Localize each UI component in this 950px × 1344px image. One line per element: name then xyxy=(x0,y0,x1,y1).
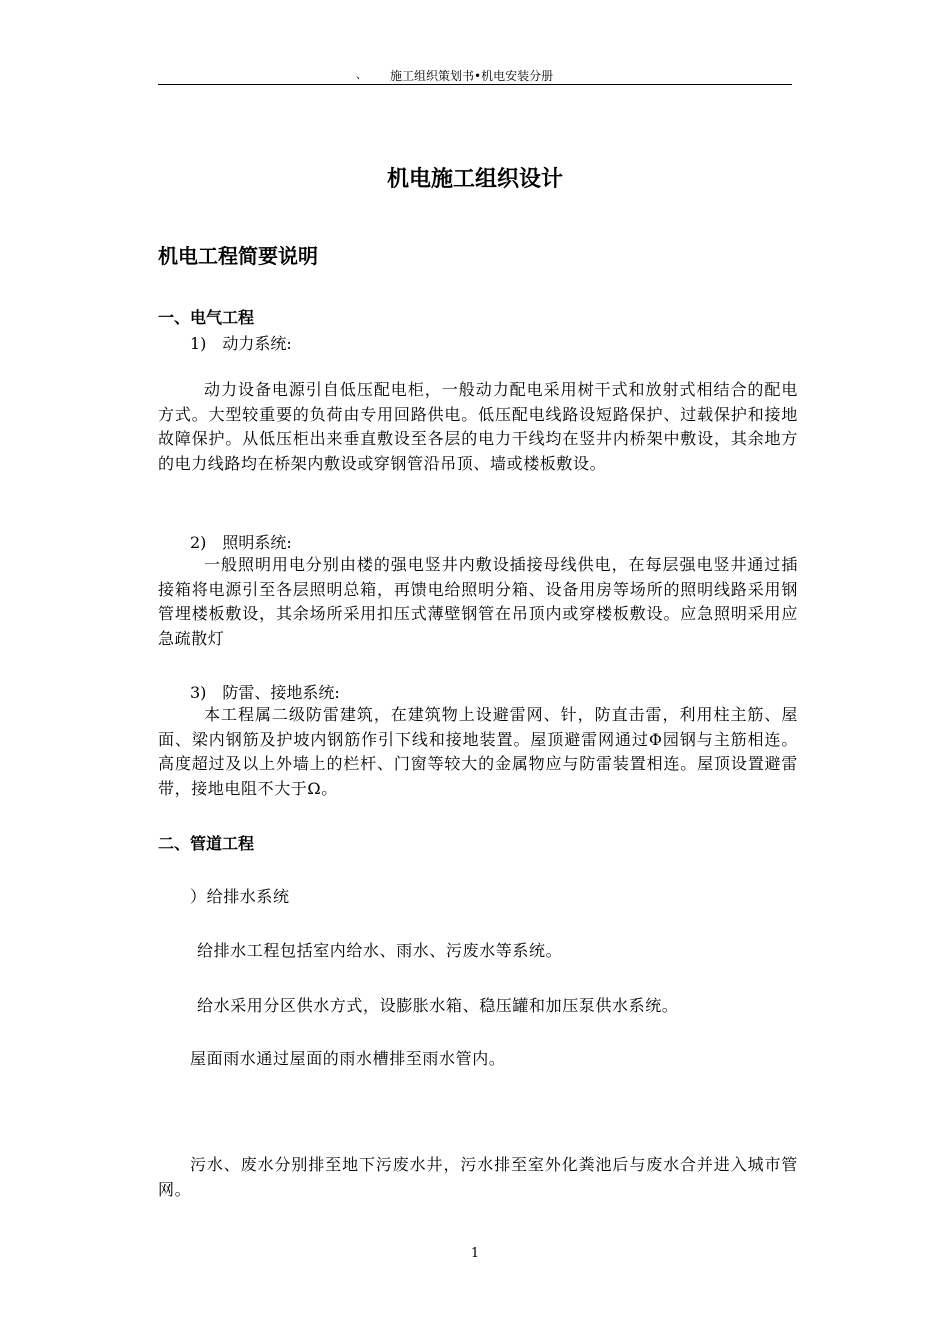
section-title: 机电工程简要说明 xyxy=(158,244,318,268)
header-text: 施工组织策划书•机电安装分册 xyxy=(390,69,554,83)
heading-electrical: 一、电气工程 xyxy=(158,308,255,327)
text-water-systems: 给排水工程包括室内给水、雨水、污废水等系统。 xyxy=(197,941,563,960)
heading-piping: 二、管道工程 xyxy=(158,834,255,853)
text-water-supply: 给水采用分区供水方式，设膨胀水箱、稳压罐和加压泵供水系统。 xyxy=(197,996,679,1015)
label-lighting-system: 2) 照明系统: xyxy=(190,533,292,552)
paragraph-sewage: 污水、废水分别排至地下污废水井，污水排至室外化粪池后与废水合并进入城市管网。 xyxy=(158,1155,798,1199)
paragraph-power-system: 动力设备电源引自低压配电柜，一般动力配电采用树干式和放射式相结合的配电方式。大型较重要的负荷由专用回路供电。低压配电线路设短路保护、过载保护和接地故障保护。从低压柜出来垂直敷设至各层的电力干线均在竖井内桥架中敷设，其余地方的电力线路均在桥架内敷设或穿钢管沿吊顶、墙或楼板敷设。 xyxy=(158,380,798,473)
page-header xyxy=(158,66,792,85)
page-number: 1 xyxy=(470,1246,480,1261)
header-mark: 、 xyxy=(356,68,367,81)
label-water-system: ）给排水系统 xyxy=(190,887,290,906)
paragraph-lighting-system: 一般照明用电分别由楼的强电竖井内敷设插接母线供电，在每层强电竖井通过插接箱将电源引至各层照明总箱，再馈电给照明分箱、设备用房等场所的照明线路采用钢管埋楼板敷设，其余场所采用扣压式薄壁钢管在吊顶内或穿楼板敷设。应急照明采用应急疏散灯 xyxy=(158,555,798,648)
label-lightning-system: 3) 防雷、接地系统: xyxy=(190,683,340,702)
document-title: 机电施工组织设计 xyxy=(386,167,563,192)
label-power-system: 1) 动力系统: xyxy=(190,334,292,353)
paragraph-lightning-system: 本工程属二级防雷建筑，在建筑物上设避雷网、针，防直击雷，利用柱主筋、屋面、梁内钢筋及护坡内钢筋作引下线和接地装置。屋顶避雷网通过Φ园钢与主筋相连。高度超过及以上外墙上的栏杆、门窗等较大的金属物应与防雷装置相连。屋顶设置避雷带，接地电阻不大于Ω。 xyxy=(158,705,798,798)
text-rainwater: 屋面雨水通过屋面的雨水槽排至雨水管内。 xyxy=(190,1049,506,1068)
